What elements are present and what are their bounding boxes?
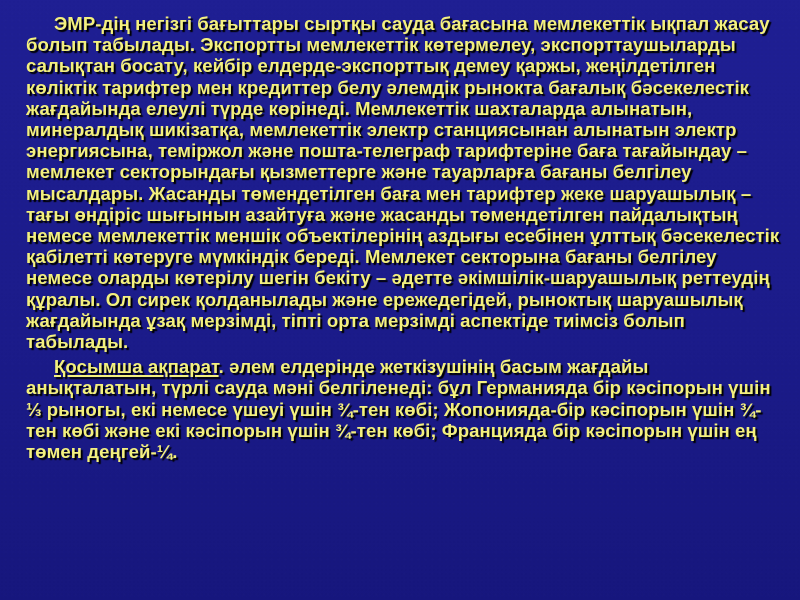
additional-info-text: . әлем елдерінде жеткізушінің басым жағдайы анықталатын, түрлі сауда мәні белгіленеді: бұл Германияда бір кәсіпорын үшін ⅓ рыногы, екі немесе үшеуі үшін ¾-тен көбі; Жопонияда-бір кәсіпорын үшін ¾-тен көбі және екі кәсіпорын үшін ¾-тен көбі; Францияда бір кәсіпорын үшін ең төмен деңгей-¼. — [26, 356, 771, 463]
paragraph-main: ЭМР-дің негізгі бағыттары сыртқы сауда бағасына мемлекеттік ықпал жасау болып табылады. Экспортты мемлекеттік көтермелеу, экспорттаушыларды салықтан босату, кейбір елдерде-экспорттық демеу қаржы, жеңілдетілген көліктік тарифтер мен кредиттер белу әлемдік рынокта бағалық бәсекелестік жағдайында елеулі түрде көрінеді. Мемлекеттік шахталарда алынатын, минералдық шикізатқа, мемлекеттік электр станциясынан алынатын электр энергиясына, теміржол және пошта-телеграф тарифтеріне баға тағайындау – мемлекет секторындағы қызметтерге және тауарларға бағаны белгілеу мысалдары. Жасанды төмендетілген баға мен тарифтер жеке шаруашылық – тағы өндіріс шығынын азайтуға және жасанды төмендетілген пайдалықтың немесе мемлекеттік меншік объектілерінің аздығы есебінен ұлттық бәсекелестік қабілетті көтеруге мүмкіндік береді. Мемлекет секторына бағаны белгілеу немесе оларды көтерілу шегін бекіту – әдетте әкімшілік-шаруашылық реттеудің құралы. Ол сирек қолданылады және ережедегідей, рыноктық шаруашылық жағдайында ұзақ мерзімді, тіпті орта мерзімді аспектіде тиімсіз болып табылады. — [26, 13, 780, 353]
slide-text-block — [26, 13, 784, 462]
paragraph-additional-info — [26, 356, 784, 462]
additional-info-label: Қосымша ақпарат — [54, 356, 219, 378]
